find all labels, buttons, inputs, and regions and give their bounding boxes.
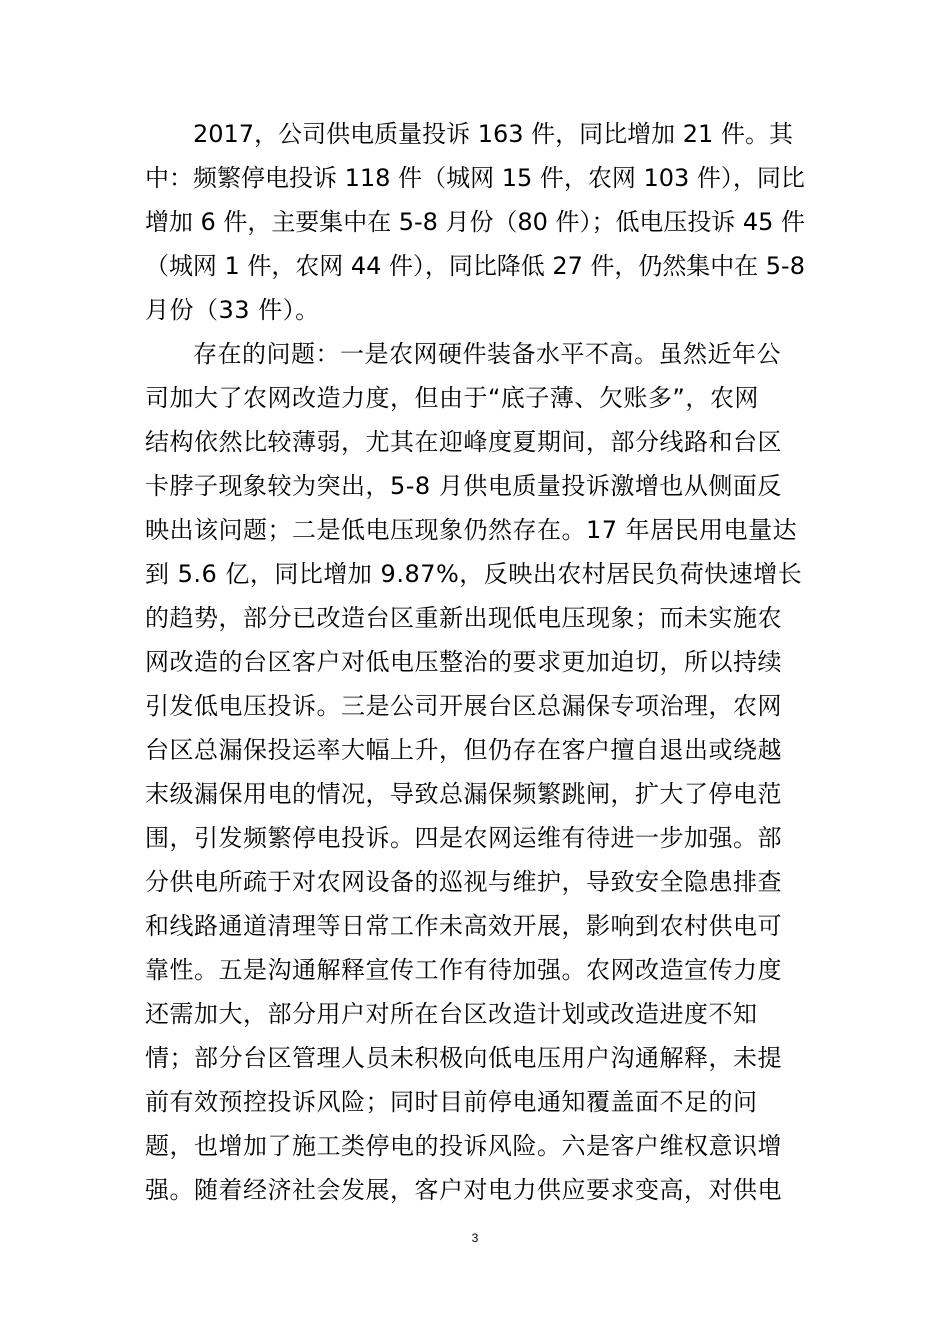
text-line: 的趋势，部分已改造台区重新出现低电压现象；而未实施农 bbox=[145, 604, 782, 632]
text-line: 增加 6 件，主要集中在 5-8 月份（80 件）；低电压投诉 45 件 bbox=[145, 208, 805, 236]
text-line: 情；部分台区管理人员未积极向低电压用户沟通解释，未提 bbox=[145, 1044, 782, 1072]
text-line: 围，引发频繁停电投诉。四是农网运维有待进一步加强。部 bbox=[145, 824, 782, 852]
text-line: 末级漏保用电的情况，导致总漏保频繁跳闸，扩大了停电范 bbox=[145, 780, 782, 808]
text-line: 分供电所疏于对农网设备的巡视与维护，导致安全隐患排查 bbox=[145, 868, 782, 896]
text-line: 网改造的台区客户对低电压整治的要求更加迫切，所以持续 bbox=[145, 648, 782, 676]
text-line: 靠性。五是沟通解释宣传工作有待加强。农网改造宣传力度 bbox=[145, 956, 782, 984]
text-line: 卡脖子现象较为突出，5-8 月供电质量投诉激增也从侧面反 bbox=[145, 472, 782, 500]
text-line: 中：频繁停电投诉 118 件（城网 15 件，农网 103 件），同比 bbox=[145, 164, 805, 192]
text-line: 强。随着经济社会发展，客户对电力供应要求变高，对供电 bbox=[145, 1176, 782, 1204]
text-line: 到 5.6 亿，同比增加 9.87%，反映出农村居民负荷快速增长 bbox=[145, 560, 803, 588]
text-line: （城网 1 件，农网 44 件），同比降低 27 件，仍然集中在 5-8 bbox=[145, 252, 805, 280]
text-line: 结构依然比较薄弱，尤其在迎峰度夏期间，部分线路和台区 bbox=[145, 428, 782, 456]
text-line: 月份（33 件）。 bbox=[145, 296, 320, 324]
text-line: 存在的问题：一是农网硬件装备水平不高。虽然近年公 bbox=[193, 340, 781, 368]
page-number: 3 bbox=[471, 1231, 479, 1245]
text-line: 台区总漏保投运率大幅上升，但仍存在客户擅自退出或绕越 bbox=[145, 736, 782, 764]
text-line: 2017，公司供电质量投诉 163 件，同比增加 21 件。其 bbox=[193, 120, 793, 148]
text-line: 映出该问题；二是低电压现象仍然存在。17 年居民用电量达 bbox=[145, 516, 798, 544]
text-line: 司加大了农网改造力度，但由于“底子薄、欠账多”，农网 bbox=[145, 384, 759, 412]
text-line: 还需加大，部分用户对所在台区改造计划或改造进度不知 bbox=[145, 1000, 758, 1028]
text-line: 引发低电压投诉。三是公司开展台区总漏保专项治理，农网 bbox=[145, 692, 782, 720]
text-line: 和线路通道清理等日常工作未高效开展，影响到农村供电可 bbox=[145, 912, 782, 940]
text-line: 题，也增加了施工类停电的投诉风险。六是客户维权意识增 bbox=[145, 1132, 782, 1160]
text-line: 前有效预控投诉风险；同时目前停电通知覆盖面不足的问 bbox=[145, 1088, 758, 1116]
